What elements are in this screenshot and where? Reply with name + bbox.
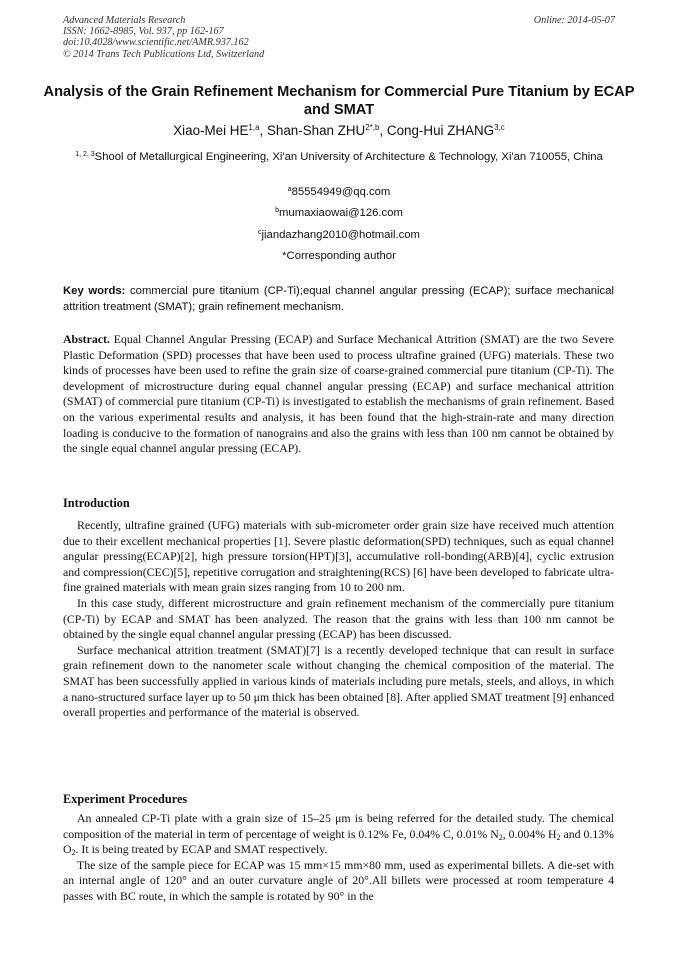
text-run: and 0.13% O — [63, 826, 614, 857]
text-run: . It is being treated by ECAP and SMAT respectively. — [75, 842, 328, 857]
author-name: Shan-Shan ZHU — [266, 123, 366, 138]
introduction-body — [63, 518, 614, 721]
copyright: © 2014 Trans Tech Publications Ltd, Switzerland — [63, 48, 265, 60]
email-list — [63, 184, 615, 269]
paragraph: Surface mechanical attrition treatment (SMAT)[7] is a recently developed technique that can result in surface grain refinement down to the nanometer scale without changing the chemical composition of the material. The SMAT has been successfully applied in various kinds of materials including pure metals, steels, and alloys, in which a nano-structured surface layer up to 50 μm thick has been obtained [8]. After applied SMAT treatment [9] enhanced overall properties and performance of the material is observed. — [63, 642, 614, 720]
subscript: 2 — [556, 832, 561, 842]
paragraph: The size of the sample piece for ECAP was 15 mm×15 mm×80 mm, used as experimental billets. A die-set with an internal angle of 120° and an outer curvature angle of 20°.All billets were processed at room temperature 4 passes with BC route, in which the sample is rotated by 90° in the — [63, 857, 614, 903]
paragraph: Recently, ultrafine grained (UFG) materials with sub-micrometer order grain size have received much attention due to their excellent mechanical properties [1]. Severe plastic deformation(SPD) techniques, such as equal channel angular pressing(ECAP)[2], high pressure torsion(HPT)[3], accumulative roll-bonding(ARB)[4], cyclic extrusion and compression(CEC)[5], repetitive corrugation and straightening(RCS) [6] have been developed to fabricate ultra-fine grained materials with mean grain sizes ranging from 10 to 200 nm. — [63, 518, 614, 595]
paper-title: Analysis of the Grain Refinement Mechanism for Commercial Pure Titanium by ECAP and SMAT — [43, 84, 635, 118]
email-mark: a — [287, 186, 292, 193]
experiment-body — [63, 811, 614, 905]
corresponding-author-note: *Corresponding author — [282, 249, 396, 262]
text-run: , 0.004% H — [502, 826, 557, 841]
email-mark: c — [258, 228, 262, 236]
email-link[interactable]: 85554949@qq.com — [291, 186, 391, 198]
affiliation-mark: 1, 2, 3 — [75, 151, 95, 158]
author-name: Cong-Hui ZHANG — [386, 123, 495, 138]
issn: ISSN: 1662-8985, Vol. 937, pp 162-167 — [63, 26, 224, 38]
keywords-label: Key words: — [63, 285, 126, 297]
author-name: Xiao-Mei HE — [173, 123, 249, 138]
paragraph: In this case study, different microstructure and grain refinement mechanism of the commercially pure titanium (CP-Ti) by ECAP and SMAT has been analyzed. The reason that the grains with less than 100 nm cannot be obtained by the single equal channel angular pressing (ECAP) has been discussed. — [63, 595, 614, 642]
author-affiliation-mark: 2*,b — [365, 123, 380, 132]
author-affiliation-mark: 1,a — [248, 123, 260, 132]
text-run: An annealed CP-Ti plate with a grain size of 15–25 μm is being referred for the detailed study. The chemical composition of the material in term of percentage of weight is 0.12% Fe, 0.04% C, 0.01% N — [63, 811, 614, 841]
author-list — [40, 122, 638, 139]
subscript: 2 — [498, 832, 503, 842]
abstract-label: Abstract. — [63, 332, 110, 346]
journal-header — [63, 15, 615, 60]
author-affiliation-mark: 3,c — [494, 123, 505, 132]
email-line — [63, 184, 615, 205]
author-separator: , — [379, 123, 387, 138]
subscript: 2 — [71, 848, 76, 858]
email-link[interactable]: mumaxiaowai@126.com — [279, 207, 403, 220]
affiliation-text: Shool of Metallurgical Engineering, Xi'an University of Architecture & Technology, Xi'an 710055, China — [94, 151, 603, 163]
email-line — [63, 227, 615, 248]
online-date: Online: 2014-05-07 — [533, 15, 615, 26]
email-link[interactable]: jiandazhang2010@hotmail.com — [261, 228, 420, 241]
paragraph — [63, 811, 614, 858]
keywords-text: commercial pure titanium (CP-Ti);equal channel angular pressing (ECAP); surface mechanical attrition treatment (SMAT); grain refinement mechanism. — [63, 285, 614, 313]
section-heading-experiment: Experiment Procedures — [63, 792, 188, 806]
keywords — [63, 283, 614, 315]
email-line — [63, 205, 615, 226]
abstract — [63, 332, 614, 457]
author-separator: , — [259, 123, 267, 138]
affiliation — [63, 150, 615, 166]
doi: doi:10.4028/www.scientific.net/AMR.937.162 — [63, 37, 249, 49]
abstract-text: Equal Channel Angular Pressing (ECAP) and Surface Mechanical Attrition (SMAT) are the two Severe Plastic Deformation (SPD) processes that have been used to process ultrafine grained (UFG) materials. These two kinds of processes have been used to refine the grain size of coarse-grained commercial pure titanium (CP-Ti). The development of microstructure during equal channel angular pressing (ECAP) and surface mechanical attrition (SMAT) of commercial pure titanium (CP-Ti) is investigated to establish the mechanisms of grain refinement. Based on the various experimental results and analysis, it has been found that the high-strain-rate and many direction loading is conducive to the formation of nanograins and also the grains with less than 100 nm cannot be obtained by the single equal channel angular pressing (ECAP). — [63, 332, 614, 456]
section-heading-introduction: Introduction — [63, 496, 130, 510]
email-mark: b — [275, 207, 280, 215]
journal-name: Advanced Materials Research — [63, 15, 186, 26]
